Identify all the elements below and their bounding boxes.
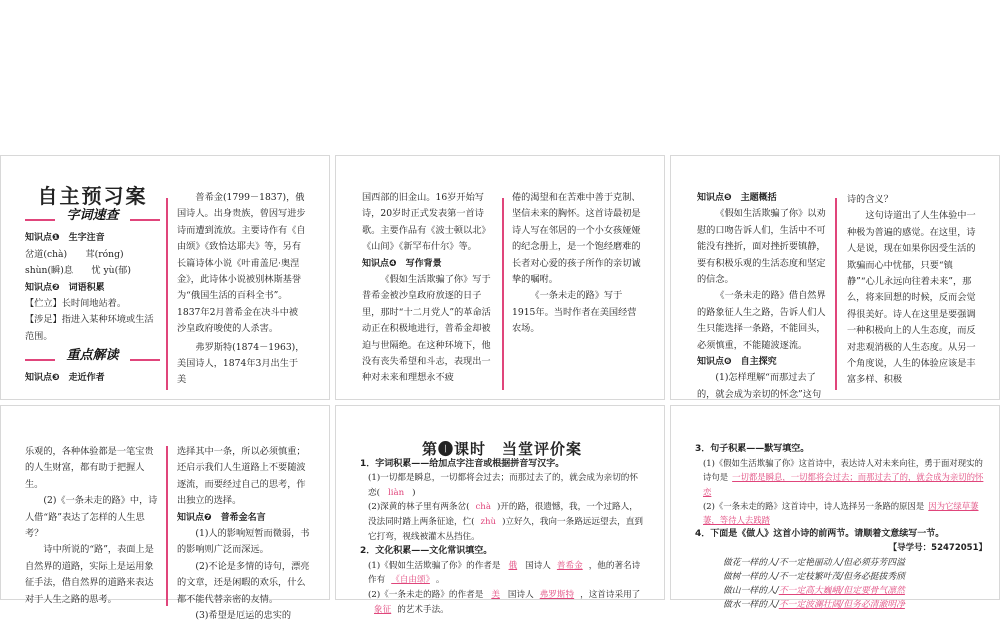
e2q1-text-b: 国诗人 — [525, 560, 551, 571]
guide-code: 【导学号：52472051】 — [888, 543, 987, 554]
frost-background: 《一条未走的路》写于1915年。当时作者在美国经营农场。 — [512, 290, 637, 335]
exercise-2-heading: 2．文化积累——文化常识填空。 — [360, 546, 493, 557]
q2-text-c: )立好久，我向一条路远远望去，直到它打弯，视线被灌木丛挡住。 — [368, 516, 643, 542]
kp-heading-1: 知识点❶ 生字注音 — [25, 233, 105, 244]
page-panel-5 — [335, 405, 665, 615]
kp-heading-4: 知识点❹ 写作背景 — [362, 258, 442, 269]
question-1: (1)怎样理解“而那过去了的，就会成为亲切的怀念”这句 — [697, 372, 822, 400]
quote-3: (3)希望是厄运的忠实的 — [195, 610, 292, 622]
poem-line-2: 做树一样的人/不一定枝繁叶茂/但务必挺拔秀颀 — [723, 571, 905, 582]
background-continued: 倦的渴望和在苦难中善于克制、坚信未来的胸怀。这首诗最初是诗人写在邻居的一个小女孩娅娅的纪念册上，是一个饱经磨难的长者对心爱的孩子所作的亲切诚挚的嘱咐。 — [512, 192, 641, 286]
panel-1-right — [177, 190, 307, 389]
answer-2-continued: 选择其中一条，所以必须慎重；还启示我们人生道路上不要随波逐流，而要经过自己的思考，作出独立的选择。 — [177, 446, 306, 507]
theme-text-1: 《假如生活欺骗了你》以劝慰的口吻告诉人们，生活中不可能没有挫折，面对挫折要镇静，要有积极乐观的生活态度和坚定的信念。 — [697, 208, 826, 286]
e2q2-text-c: ，这首诗采用了 — [580, 589, 641, 600]
question-2: (2)《一条未走的路》中，诗人借“路”表达了怎样的人生思考？ — [25, 495, 158, 540]
banner-word-check: 字词速查 — [25, 208, 160, 230]
q2-text-a: (2)深黄的林子里有两条岔( — [368, 502, 470, 513]
kp-heading-5: 知识点❺ 主题概括 — [697, 193, 777, 203]
panel-4-left — [25, 444, 160, 608]
divider-bar — [835, 198, 837, 390]
page-panel-4 — [0, 405, 330, 622]
section-title: 自主预习案 — [37, 184, 148, 208]
q2-text-b: )开的路，很遗憾，我，一个过路人，没法同时踏上两条征途，伫( — [368, 502, 638, 527]
panel-2-left — [362, 190, 497, 387]
background-text: 《假如生活欺骗了你》写于普希金被沙皇政府放逐的日子里，那时“十二月党人”的革命活动正在积极地进行，普希金却被迫与世隔绝。在这种环境下，他没有丧失希望和斗志，表现出一种对未来和理想永不疲 — [362, 274, 491, 384]
word-entry-1: 【伫立】长时间地站着。 — [25, 298, 127, 310]
pinyin-line-1: 岔道(chà) 茸(róng) — [25, 248, 124, 260]
panel-6-content — [695, 442, 987, 612]
quote-2: (2)不论是多情的诗句，漂亮的文章，还是闲暇的欢乐，什么都不能代替亲密的友情。 — [177, 560, 310, 605]
e2q1-text-c: ，他的著名诗作有 — [368, 560, 641, 586]
e2q2-answer-a: 美 — [491, 589, 500, 600]
frost-continued: 国西部的旧金山。16岁开始写诗，20岁时正式发表第一首诗歌。主要作品有《波士顿以北》《山间》《新罕布什尔》等。 — [362, 192, 491, 253]
divider-bar — [502, 198, 504, 390]
e2q1-text-a: (1)《假如生活欺骗了你》的作者是 — [368, 560, 501, 571]
theme-text-2: 《一条未走的路》借自然界的路象征人生之路，告诉人们人生只能选择一条路，不能回头，必须慎重，不能随波逐流。 — [697, 290, 826, 351]
kp-heading-7: 知识点❼ 普希金名言 — [177, 512, 266, 523]
kp-heading-3: 知识点❸ 走近作者 — [25, 373, 105, 384]
divider-bar — [166, 446, 168, 606]
e2q1-answer-b: 普希金 — [556, 560, 583, 571]
e2q2-answer-c: 象征 — [374, 604, 392, 615]
answer-1: 这句诗道出了人生体验中一种极为普遍的感觉。在这里，诗人是说，现在如果你因受生活的欺骗而心中忧郁，只要“镇静”“心儿永远向往着未来”，那么，将来回想的时候，反而会觉得很美好。诗人在这里是要强调一种积极向上的人生态度，而反对悲观消极的人生态度。从另一个角度说，人生的体验应该是丰富多样、积极 — [847, 210, 976, 386]
e2q2-text-a: (2)《一条未走的路》的作者是 — [368, 589, 484, 600]
panel-2-right — [512, 190, 642, 338]
banner-key-points: 重点解读 — [25, 348, 160, 370]
author-frost: 弗罗斯特(1874－1963)，美国诗人，1874年3月出生于美 — [177, 341, 305, 386]
panel-5-content — [360, 442, 644, 617]
exercise-2-q1 — [360, 559, 644, 588]
e3q1-answer: 一切都是瞬息，一切都将会过去；而那过去了的，就会成为亲切的怀恋 — [703, 472, 984, 497]
author-pushkin: 普希金(1799－1837)，俄国诗人。出身贵族，曾因写进步诗而遭到流放。主要诗作有《自由颂》《致恰达耶夫》等，另有长篇诗体小说《叶甫盖尼·奥涅金》，此诗体小说被别林斯基誉为“俄国生活的百科全书”。1837年2月普希金在决斗中被沙皇政府唆使的人杀害。 — [177, 192, 306, 335]
e2q1-answer-c: 《自由颂》 — [391, 575, 430, 586]
question-1-continued: 诗的含义？ — [847, 194, 893, 205]
page-panel-1 — [0, 155, 330, 400]
poem-line-3-prefix: 做山一样的人/ — [723, 585, 779, 596]
e2q2-text-d: 的艺术手法。 — [397, 604, 449, 615]
page-panel-6 — [670, 405, 1000, 610]
q1-answer: liàn — [387, 487, 405, 498]
lesson-title: 第❶课时 当堂评价案 — [421, 440, 582, 458]
page-panel-3 — [670, 155, 1000, 400]
panel-3-right — [847, 192, 978, 389]
poem-line-4-prefix: 做水一样的人/ — [723, 599, 779, 610]
poem-line-4-answer: 不一定波澜壮阔/但务必清澈明净 — [778, 599, 905, 610]
q2-answer-b: zhù — [480, 516, 497, 527]
e2q2-answer-b: 弗罗斯特 — [539, 589, 575, 600]
q2-answer-a: chà — [475, 502, 491, 513]
kp-heading-2: 知识点❷ 词语积累 — [25, 282, 105, 293]
word-entry-2: 【涉足】指进入某种环境或生活范围。 — [25, 314, 154, 342]
poem-line-1: 做花一样的人/不一定艳丽动人/但必须芬芳四溢 — [723, 557, 905, 568]
e3q1-text: (1)《假如生活欺骗了你》这首诗中，表达诗人对未来向往，勇于面对现实的诗句是 — [703, 458, 983, 483]
pinyin-line-2: shùn(瞬)息 忧 yù(郁) — [25, 265, 131, 277]
e2q2-text-b: 国诗人 — [507, 589, 534, 600]
panel-1-left — [25, 184, 160, 387]
exercise-1-q1: (1)一切都是瞬息，一切都将会过去；而那过去了的，就会成为亲切的怀恋( liàn ) — [368, 473, 638, 498]
poem-line-3 — [695, 584, 987, 598]
poem-line-4 — [695, 598, 987, 612]
kp-heading-6: 知识点❻ 自主探究 — [697, 357, 777, 368]
q1-text: (1)一切都是瞬息，一切都将会过去；而那过去了的，就会成为亲切的怀恋( — [368, 473, 638, 498]
exercise-3-heading: 3．句子积累——默写填空。 — [695, 444, 810, 454]
exercise-4-heading: 4．下面是《做人》这首小诗的前两节。请顺着文意续写一节。 — [695, 529, 945, 540]
e3q2-answer: 因为它绿草萋萋，等待人去践踏 — [703, 500, 979, 526]
exercise-1-q2 — [360, 500, 644, 544]
exercise-3-q2 — [695, 499, 987, 527]
e3q2-text: (2)《一条未走的路》这首诗中，诗人选择另一条路的原因是 — [703, 500, 925, 511]
e2q1-text-d: 。 — [435, 575, 445, 586]
panel-4-right — [177, 444, 311, 624]
exercise-3-q1 — [695, 456, 987, 499]
exercise-1-heading: 1．字词积累——给加点字注音或根据拼音写汉字。 — [360, 458, 565, 469]
panel-3-left — [697, 190, 827, 403]
poem-line-3-answer: 不一定高大巍峨/但定要骨气凛然 — [778, 585, 905, 596]
answer-1-continued: 乐观的，各种体验都是一笔宝贵的人生财富，都有助于把握人生。 — [25, 446, 154, 490]
exercise-2-q2 — [360, 588, 644, 617]
answer-2: 诗中所说的“路”，表面上是自然界的道路，实际上是运用象征手法，借自然界的道路来表达对于人生之路的思考。 — [25, 544, 154, 605]
e2q1-answer-a: 俄 — [508, 560, 518, 571]
divider-bar — [166, 198, 168, 390]
quote-1: (1)人的影响短暂而微弱，书的影响则广泛而深远。 — [177, 528, 310, 556]
page-panel-2 — [335, 155, 665, 400]
